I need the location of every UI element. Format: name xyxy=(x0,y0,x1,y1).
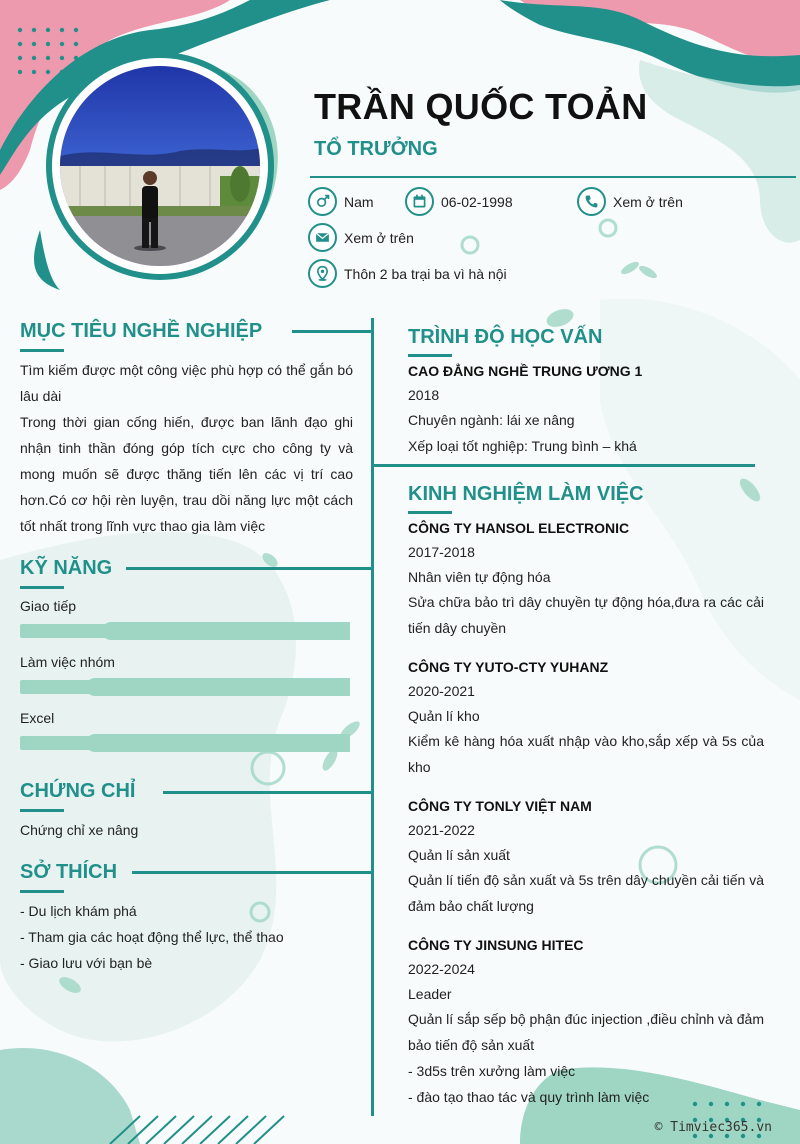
hobbies-underline xyxy=(20,890,64,893)
education-major: Chuyên ngành: lái xe nâng xyxy=(408,412,575,428)
skills-rule xyxy=(126,567,372,570)
skills-title: KỸ NĂNG xyxy=(20,557,113,579)
education-school: CAO ĐẲNG NGHỀ TRUNG ƯƠNG 1 xyxy=(408,363,643,379)
job-company: CÔNG TY HANSOL ELECTRONIC xyxy=(408,520,630,536)
job-description: - đào tạo thao tác và quy trình làm việc xyxy=(408,1089,650,1105)
hobby-item: - Du lịch khám phá xyxy=(20,903,137,919)
job-position: Quản lí sản xuất xyxy=(408,847,510,863)
avatar-photo xyxy=(60,66,260,266)
job-description: - 3d5s trên xưởng làm việc xyxy=(408,1063,576,1079)
hobbies-title: SỞ THÍCH xyxy=(20,861,118,883)
column-divider xyxy=(371,318,374,1116)
education-underline xyxy=(408,354,452,357)
envelope-icon xyxy=(308,223,337,252)
objective-rule xyxy=(292,330,372,333)
experience-underline xyxy=(408,511,452,514)
phone-value: Xem ở trên xyxy=(613,193,683,210)
header-divider xyxy=(310,176,796,178)
gender-value: Nam xyxy=(344,193,374,210)
skill-bar-fill xyxy=(86,678,350,696)
phone-icon xyxy=(577,187,606,216)
job-period: 2020-2021 xyxy=(408,683,475,699)
job-period: 2017-2018 xyxy=(408,544,475,560)
contact-gender xyxy=(308,187,374,216)
job-description: Quản lí sắp sếp bộ phận đúc injection ,điều chỉnh và đảm bảo tiến độ sản xuất xyxy=(408,1011,764,1053)
hobbies-rule xyxy=(132,871,372,874)
objective-text-1: Tìm kiếm được một công việc phù hợp có thể gắn bó lâu dài xyxy=(20,362,353,404)
contact-phone xyxy=(577,187,683,216)
job-position: Quản lí kho xyxy=(408,708,480,724)
experience-title: KINH NGHIỆM LÀM VIỆC xyxy=(408,483,644,505)
job-description: Quản lí tiến độ sản xuất và 5s trên dây chuyền cải tiến và đảm bảo chất lượng xyxy=(408,872,764,914)
job-position: Nhân viên tự động hóa xyxy=(408,569,551,585)
job-company: CÔNG TY JINSUNG HITEC xyxy=(408,937,584,953)
job-period: 2021-2022 xyxy=(408,822,475,838)
candidate-name: TRẦN QUỐC TOẢN xyxy=(314,86,648,127)
objective-underline xyxy=(20,349,64,352)
objective-text-2: Trong thời gian cống hiến, được ban lãnh đạo ghi nhận tinh thần đóng góp tích cực cho công ty và mong muốn sẽ được thăng tiến lên các vị trí cao hơn.Có cơ hội rèn luyện, trau dồi năng lực một cách tốt nhất trong lĩnh vực thao gia làm việc xyxy=(20,414,353,534)
skill-label: Giao tiếp xyxy=(20,598,77,614)
job-company: CÔNG TY YUTO-CTY YUHANZ xyxy=(408,659,609,675)
certificates-title: CHỨNG CHỈ xyxy=(20,780,136,802)
job-period: 2022-2024 xyxy=(408,961,475,977)
gender-icon xyxy=(308,187,337,216)
dob-value: 06-02-1998 xyxy=(441,193,513,210)
job-title: TỔ TRƯỞNG xyxy=(314,138,438,160)
skill-bar-fill xyxy=(102,622,350,640)
location-pin-icon xyxy=(308,259,337,288)
skill-label: Excel xyxy=(20,710,55,726)
skill-label: Làm việc nhóm xyxy=(20,654,115,670)
skills-underline xyxy=(20,586,64,589)
job-company: CÔNG TY TONLY VIỆT NAM xyxy=(408,798,592,814)
education-grade: Xếp loại tốt nghiệp: Trung bình – khá xyxy=(408,438,637,454)
contact-dob xyxy=(405,187,513,216)
education-year: 2018 xyxy=(408,387,440,403)
footer-credit: © Timviec365.vn xyxy=(654,1120,772,1135)
education-title: TRÌNH ĐỘ HỌC VẤN xyxy=(408,326,603,348)
objective-title: MỤC TIÊU NGHỀ NGHIỆP xyxy=(20,320,263,342)
skill-bar-track xyxy=(20,624,350,638)
certificates-rule xyxy=(163,791,372,794)
skill-bar-track xyxy=(20,680,350,694)
certificate-item: Chứng chỉ xe nâng xyxy=(20,822,139,838)
address-value: Thôn 2 ba trại ba vì hà nội xyxy=(344,265,507,282)
contact-address xyxy=(308,259,507,288)
email-value: Xem ở trên xyxy=(344,229,414,246)
calendar-icon xyxy=(405,187,434,216)
job-position: Leader xyxy=(408,986,452,1002)
contact-email xyxy=(308,223,414,252)
hobby-item: - Tham gia các hoạt động thể lực, thể thao xyxy=(20,929,284,945)
hobby-item: - Giao lưu với bạn bè xyxy=(20,955,153,971)
job-description: Sửa chữa bảo trì dây chuyền tự động hóa,đưa ra các cải tiến dây chuyền xyxy=(408,594,764,636)
certificates-underline xyxy=(20,809,64,812)
skill-bar-track xyxy=(20,736,350,750)
experience-top-rule xyxy=(372,464,755,467)
skill-bar-fill xyxy=(86,734,350,752)
job-description: Kiểm kê hàng hóa xuất nhập vào kho,sắp xếp và 5s của kho xyxy=(408,733,764,775)
